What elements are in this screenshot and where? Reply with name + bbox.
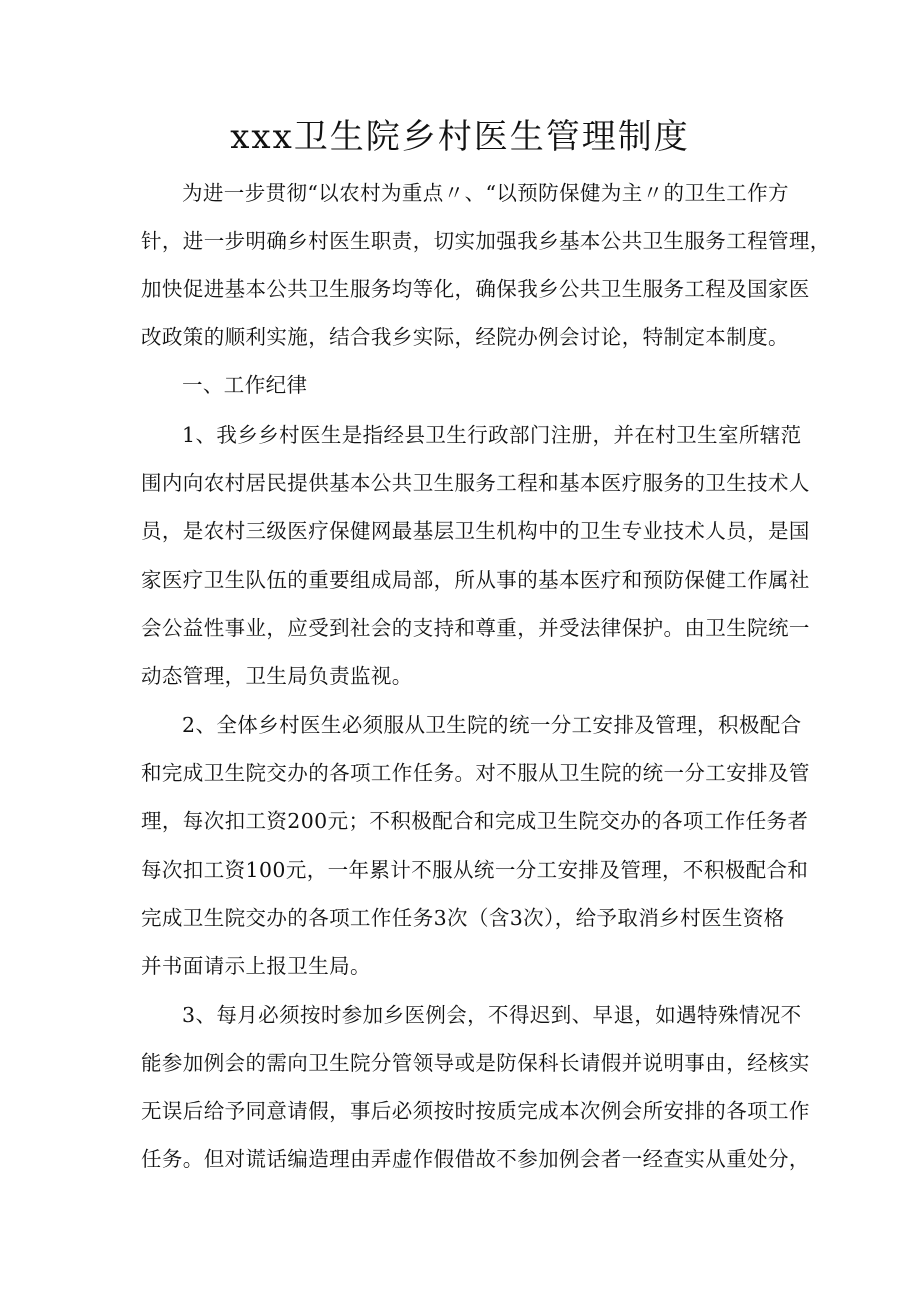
paragraph-line: 为进一步贯彻“以农村为重点〃、“以预防保健为主〃的卫生工作方: [182, 181, 789, 205]
document-title: xxx卫生院乡村医生管理制度: [230, 117, 690, 157]
paragraph-line: 1、我乡乡村医生是指经县卫生行政部门注册，并在村卫生室所辖范: [182, 423, 802, 447]
paragraph-line: 家医疗卫生队伍的重要组成局部，所从事的基本医疗和预防保健工作属社: [141, 568, 810, 592]
paragraph-line: 和完成卫生院交办的各项工作任务。对不服从卫生院的统一分工安排及管: [141, 761, 810, 785]
paragraph-line: 会公益性事业，应受到社会的支持和尊重，并受法律保护。由卫生院统一: [141, 616, 810, 640]
paragraph-line: 针，进一步明确乡村医生职责，切实加强我乡基本公共卫生服务工程管理，: [141, 229, 831, 253]
paragraph-line: 能参加例会的需向卫生院分管领导或是防保科长请假并说明事由，经核实: [141, 1051, 810, 1075]
paragraph-line: 改政策的顺利实施，结合我乡实际，经院办例会讨论，特制定本制度。: [141, 325, 789, 349]
paragraph-line: 并书面请示上报卫生局。: [141, 954, 371, 978]
paragraph-line: 员，是农村三级医疗保健网最基层卫生机构中的卫生专业技术人员，是国: [141, 519, 810, 543]
paragraph-line: 任务。但对谎话编造理由弄虚作假借故不参加例会者一经查实从重处分，: [141, 1147, 810, 1171]
paragraph-line: 无误后给予同意请假，事后必须按时按质完成本次例会所安排的各项工作: [141, 1099, 810, 1123]
section-heading: 一、工作纪律: [182, 373, 308, 397]
paragraph-line: 2、全体乡村医生必须服从卫生院的统一分工安排及管理，积极配合: [182, 713, 802, 737]
paragraph-line: 围内向农村居民提供基本公共卫生服务工程和基本医疗服务的卫生技术人: [141, 471, 810, 495]
paragraph-line: 每次扣工资100元，一年累计不服从统一分工安排及管理，不积极配合和: [141, 858, 809, 882]
paragraph-line: 3、每月必须按时参加乡医例会，不得迟到、早退，如遇特殊情况不: [182, 1003, 802, 1027]
paragraph-line: 动态管理，卫生局负责监视。: [141, 664, 413, 688]
paragraph-line: 加快促进基本公共卫生服务均等化，确保我乡公共卫生服务工程及国家医: [141, 277, 810, 301]
paragraph-line: 完成卫生院交办的各项工作任务3次（含3次），给予取消乡村医生资格: [141, 906, 785, 930]
paragraph-line: 理，每次扣工资200元；不积极配合和完成卫生院交办的各项工作任务者: [141, 809, 809, 833]
